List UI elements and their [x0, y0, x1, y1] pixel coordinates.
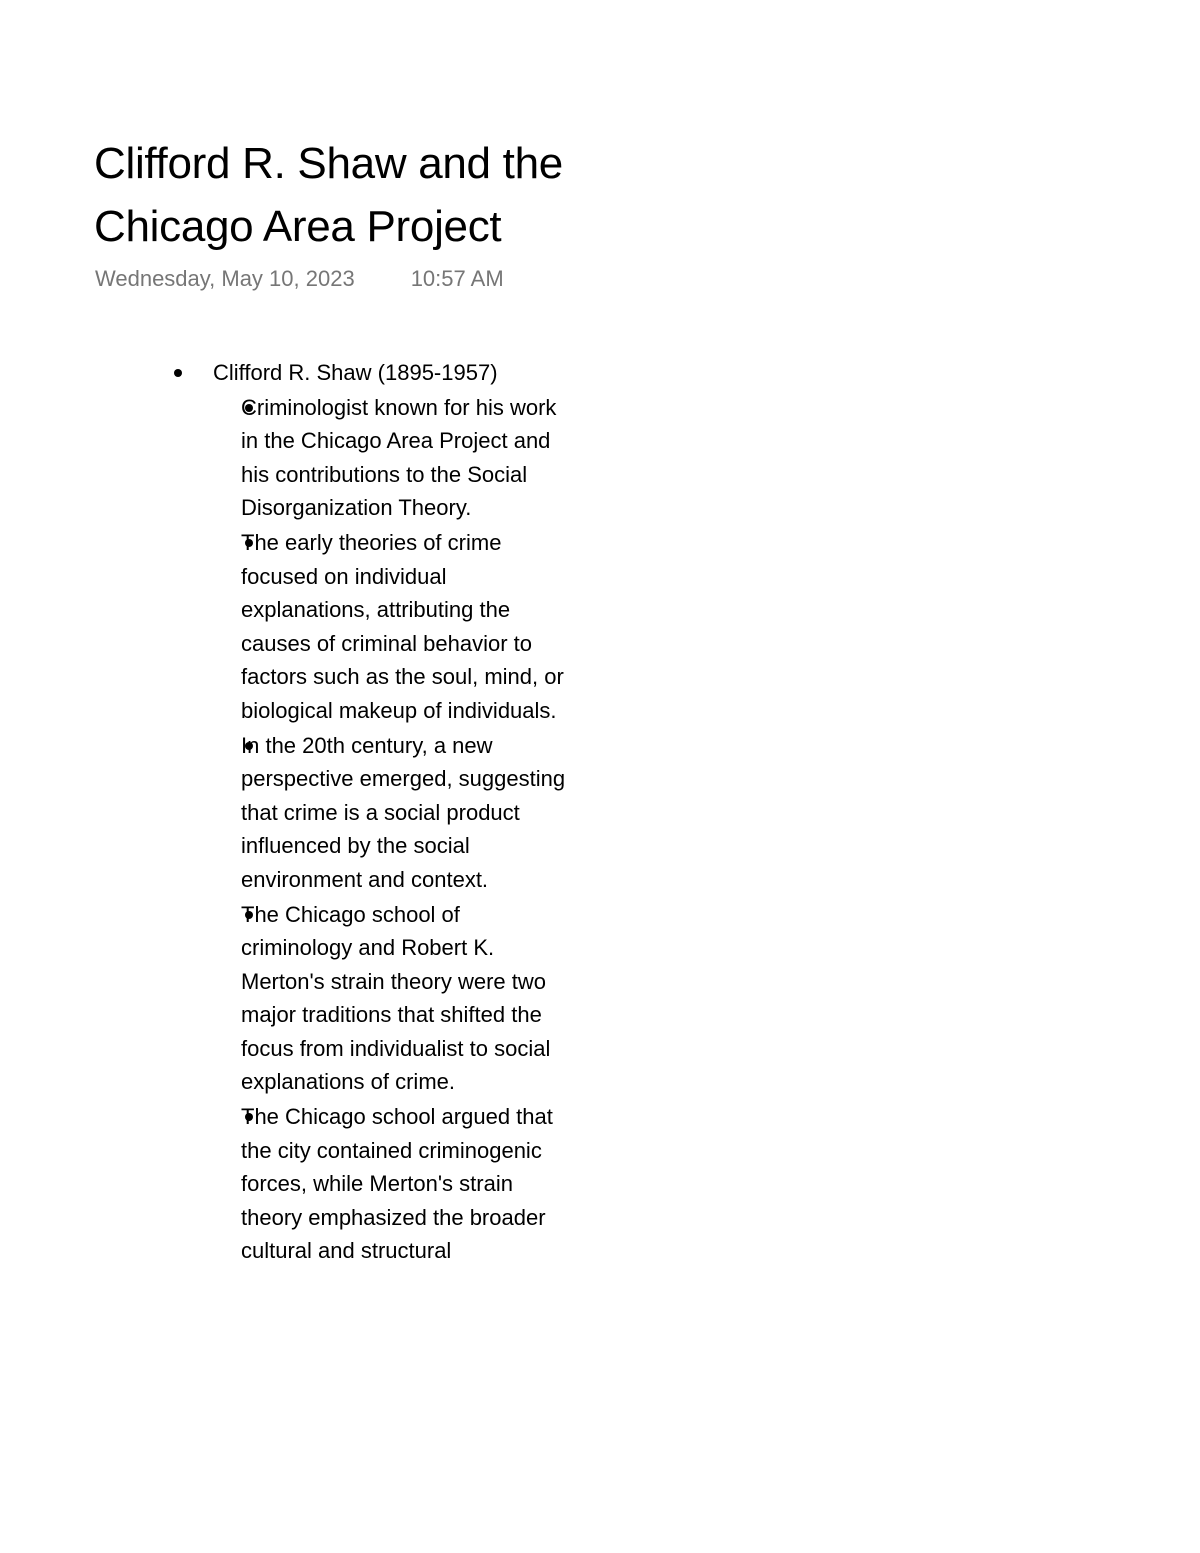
sub-point-item — [170, 898, 566, 1100]
note-date: Wednesday, May 10, 2023 — [95, 266, 355, 291]
note-time: 10:57 AM — [410, 266, 504, 291]
sub-point-text: The Chicago school argued that the city contained criminogenic forces, while Merton's strain theory emphasized the broader cultural and structural — [241, 1104, 553, 1264]
sub-point-text: The Chicago school of criminology and Robert K. Merton's strain theory were two major traditions that shifted the focus from individualist to social explanations of crime. — [241, 901, 551, 1095]
sub-point-item — [170, 1100, 566, 1268]
sub-point-list — [213, 391, 566, 1268]
page-title: Clifford R. Shaw and the Chicago Area Project — [94, 139, 563, 251]
bullet-icon — [174, 369, 182, 377]
outline-heading: Clifford R. Shaw (1895-1957) — [213, 360, 498, 385]
note-timestamp — [95, 264, 504, 294]
sub-point-item — [170, 526, 566, 728]
sub-point-item — [170, 729, 566, 897]
sub-point-text: The early theories of crime focused on individual explanations, attributing the causes of criminal behavior to factors such as the soul, mind, or biological makeup of individuals. — [241, 529, 564, 723]
sub-point-text: In the 20th century, a new perspective emerged, suggesting that crime is a social product influenced by the social environment and context. — [241, 732, 566, 892]
sub-point-item — [170, 391, 566, 525]
sub-point-text: Criminologist known for his work in the Chicago Area Project and his contributions to the Social Disorganization Theory. — [241, 394, 557, 521]
outline-item-shaw — [170, 356, 566, 1268]
outline-list — [170, 356, 566, 1268]
